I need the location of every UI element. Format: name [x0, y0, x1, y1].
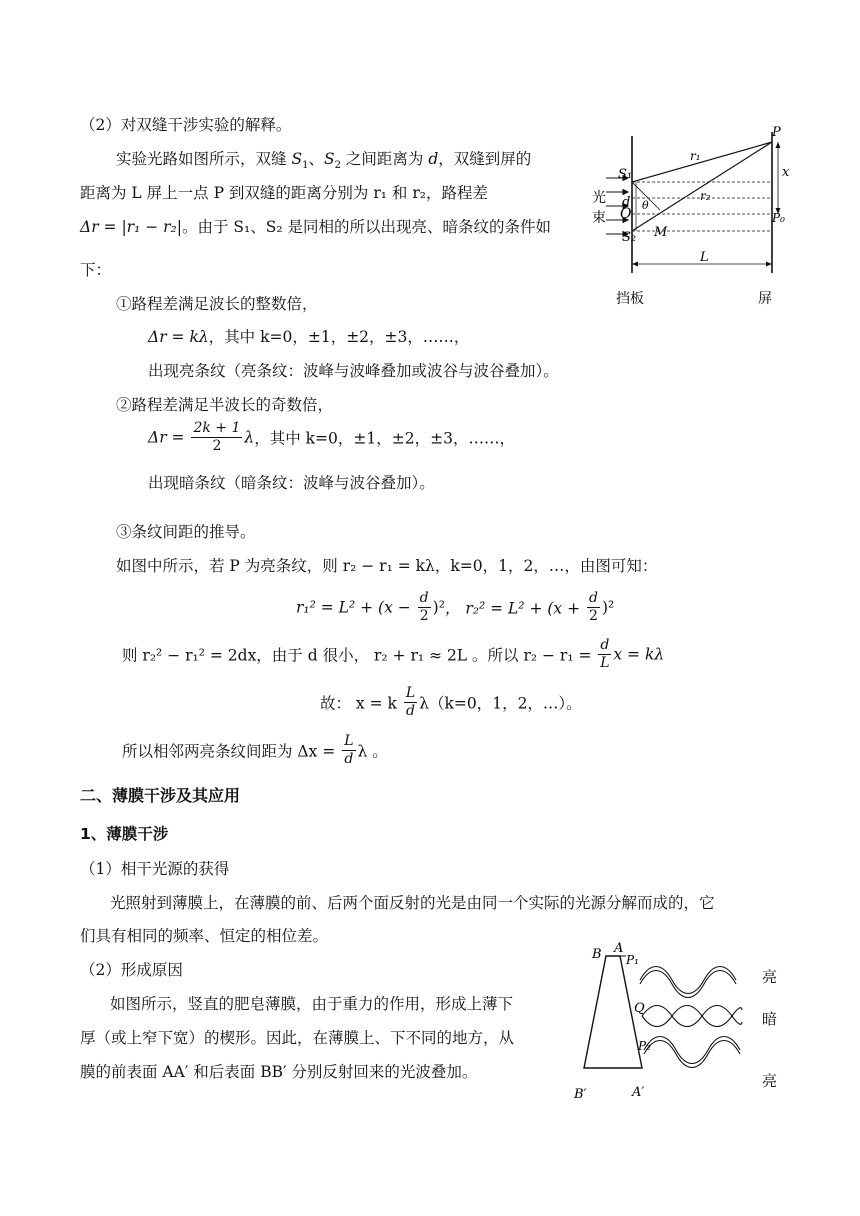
- label-bright-top: 亮: [762, 968, 778, 986]
- label-theta: θ: [642, 199, 649, 212]
- ray-r1: [632, 142, 772, 182]
- sub-heading: 1、薄膜干涉: [80, 825, 169, 843]
- label-barrier: 挡板: [616, 291, 644, 307]
- condition-1-formula: Δr = kλ，其中 k=0，±1，±2，±3，……，: [148, 328, 470, 346]
- label-screen: 屏: [758, 291, 772, 307]
- label-P: P: [772, 125, 781, 140]
- label-S1: S₁: [618, 167, 633, 182]
- condition-1-title: ①路程差满足波长的整数倍，: [116, 295, 318, 313]
- path-difference-formula: Δr = |r₁ − r₂|: [80, 218, 182, 236]
- bright-wave-top: [640, 967, 736, 998]
- label-B: B: [592, 947, 602, 962]
- intro-line-3: Δr = |r₁ − r₂|。由于 S₁、S₂ 是同相的所以出现亮、暗条纹的条件如: [80, 218, 552, 236]
- label-P2: P₂: [638, 1039, 651, 1053]
- label-A: A: [614, 941, 624, 956]
- label-x: x: [782, 165, 790, 180]
- coherent-source-line-1: 光照射到薄膜上，在薄膜的前、后两个面反射的光是由同一个实际的光源分解而成的，它: [110, 894, 715, 912]
- subsection-title: （2）对双缝干涉实验的解释。: [80, 116, 292, 134]
- label-Q: Q: [634, 1001, 645, 1016]
- thin-film-diagram: [568, 938, 790, 1108]
- coherent-source-line-2: 们具有相同的频率、恒定的相位差。: [80, 927, 329, 945]
- coherent-source-title: （1）相干光源的获得: [80, 860, 230, 878]
- dark-wave-middle: [642, 1006, 742, 1027]
- label-d: d: [622, 195, 631, 210]
- formation-line-3: 膜的前表面 AA′ 和后表面 BB′ 分别反射回来的光波叠加。: [80, 1063, 478, 1081]
- label-S2: S₂: [622, 230, 637, 245]
- intro-line-4: 下：: [80, 261, 112, 279]
- label-A-prime: A′: [632, 1085, 645, 1100]
- label-light-2: 束: [592, 210, 606, 226]
- condition-2-title: ②路程差满足半波长的奇数倍，: [116, 396, 334, 414]
- intro-line-2: 距离为 L 屏上一点 P 到双缝的距离分别为 r₁ 和 r₂，路程差: [80, 184, 488, 202]
- intro-line-1: 实验光路如图所示，双缝 $S_1$、$S_2$ 之间距离为 d，双缝到屏的: [116, 150, 532, 172]
- result-formula: 故： x = k $\frac{L}{d}$ λ（k=0，1，2，…）。: [320, 685, 582, 719]
- bright-wave-bottom: [644, 1037, 740, 1068]
- formation-line-1: 如图所示，竖直的肥皂薄膜，由于重力的作用，形成上薄下: [110, 995, 514, 1013]
- label-dark: 暗: [762, 1010, 778, 1028]
- approximation-line: 则 r₂² − r₁² = 2dx，由于 d 很小， r₂ + r₁ ≈ 2L 。所以 r₂ − r₁ = $\frac{d}{L}$ x = kλ: [122, 637, 665, 671]
- label-P0: P₀: [772, 211, 785, 225]
- condition-3-title: ③条纹间距的推导。: [116, 523, 256, 541]
- double-slit-diagram: [560, 118, 805, 318]
- label-light-1: 光: [592, 190, 606, 206]
- label-bright-bottom: 亮: [762, 1072, 778, 1090]
- label-r2: r₂: [700, 189, 711, 203]
- formation-line-2: 厚（或上窄下宽）的楔形。因此，在薄膜上、下不同的地方，从: [80, 1029, 515, 1047]
- derivation-line: 如图中所示，若 P 为亮条纹，则 r₂ − r₁ = kλ，k=0，1，2，…，由图可知：: [116, 557, 658, 575]
- label-P1: P₁: [626, 953, 639, 967]
- label-O: O: [620, 206, 632, 222]
- ray-r2: [632, 142, 772, 231]
- section-heading: 二、薄膜干涉及其应用: [80, 786, 241, 805]
- distance-equations: r₁² = L² + (x − $\frac{d}{2}$ )²， r₂² = L² + (x + $\frac{d}{2}$ )²: [296, 590, 615, 624]
- condition-1-result: 出现亮条纹（亮条纹：波峰与波峰叠加或波谷与波谷叠加）。: [148, 362, 559, 380]
- label-B-prime: B′: [574, 1087, 587, 1102]
- condition-2-result: 出现暗条纹（暗条纹：波峰与波谷叠加）。: [148, 474, 435, 492]
- label-r1: r₁: [690, 149, 701, 163]
- label-L: L: [700, 250, 709, 265]
- condition-2-formula: Δr = $\frac{2k + 1}{2}$ λ，其中 k=0，±1，±2，±3，……，: [148, 420, 515, 454]
- formation-title: （2）形成原因: [80, 961, 183, 979]
- fringe-spacing-line: 所以相邻两亮条纹间距为 Δx = $\frac{L}{d}$ λ 。: [122, 733, 388, 767]
- label-M: M: [654, 225, 668, 240]
